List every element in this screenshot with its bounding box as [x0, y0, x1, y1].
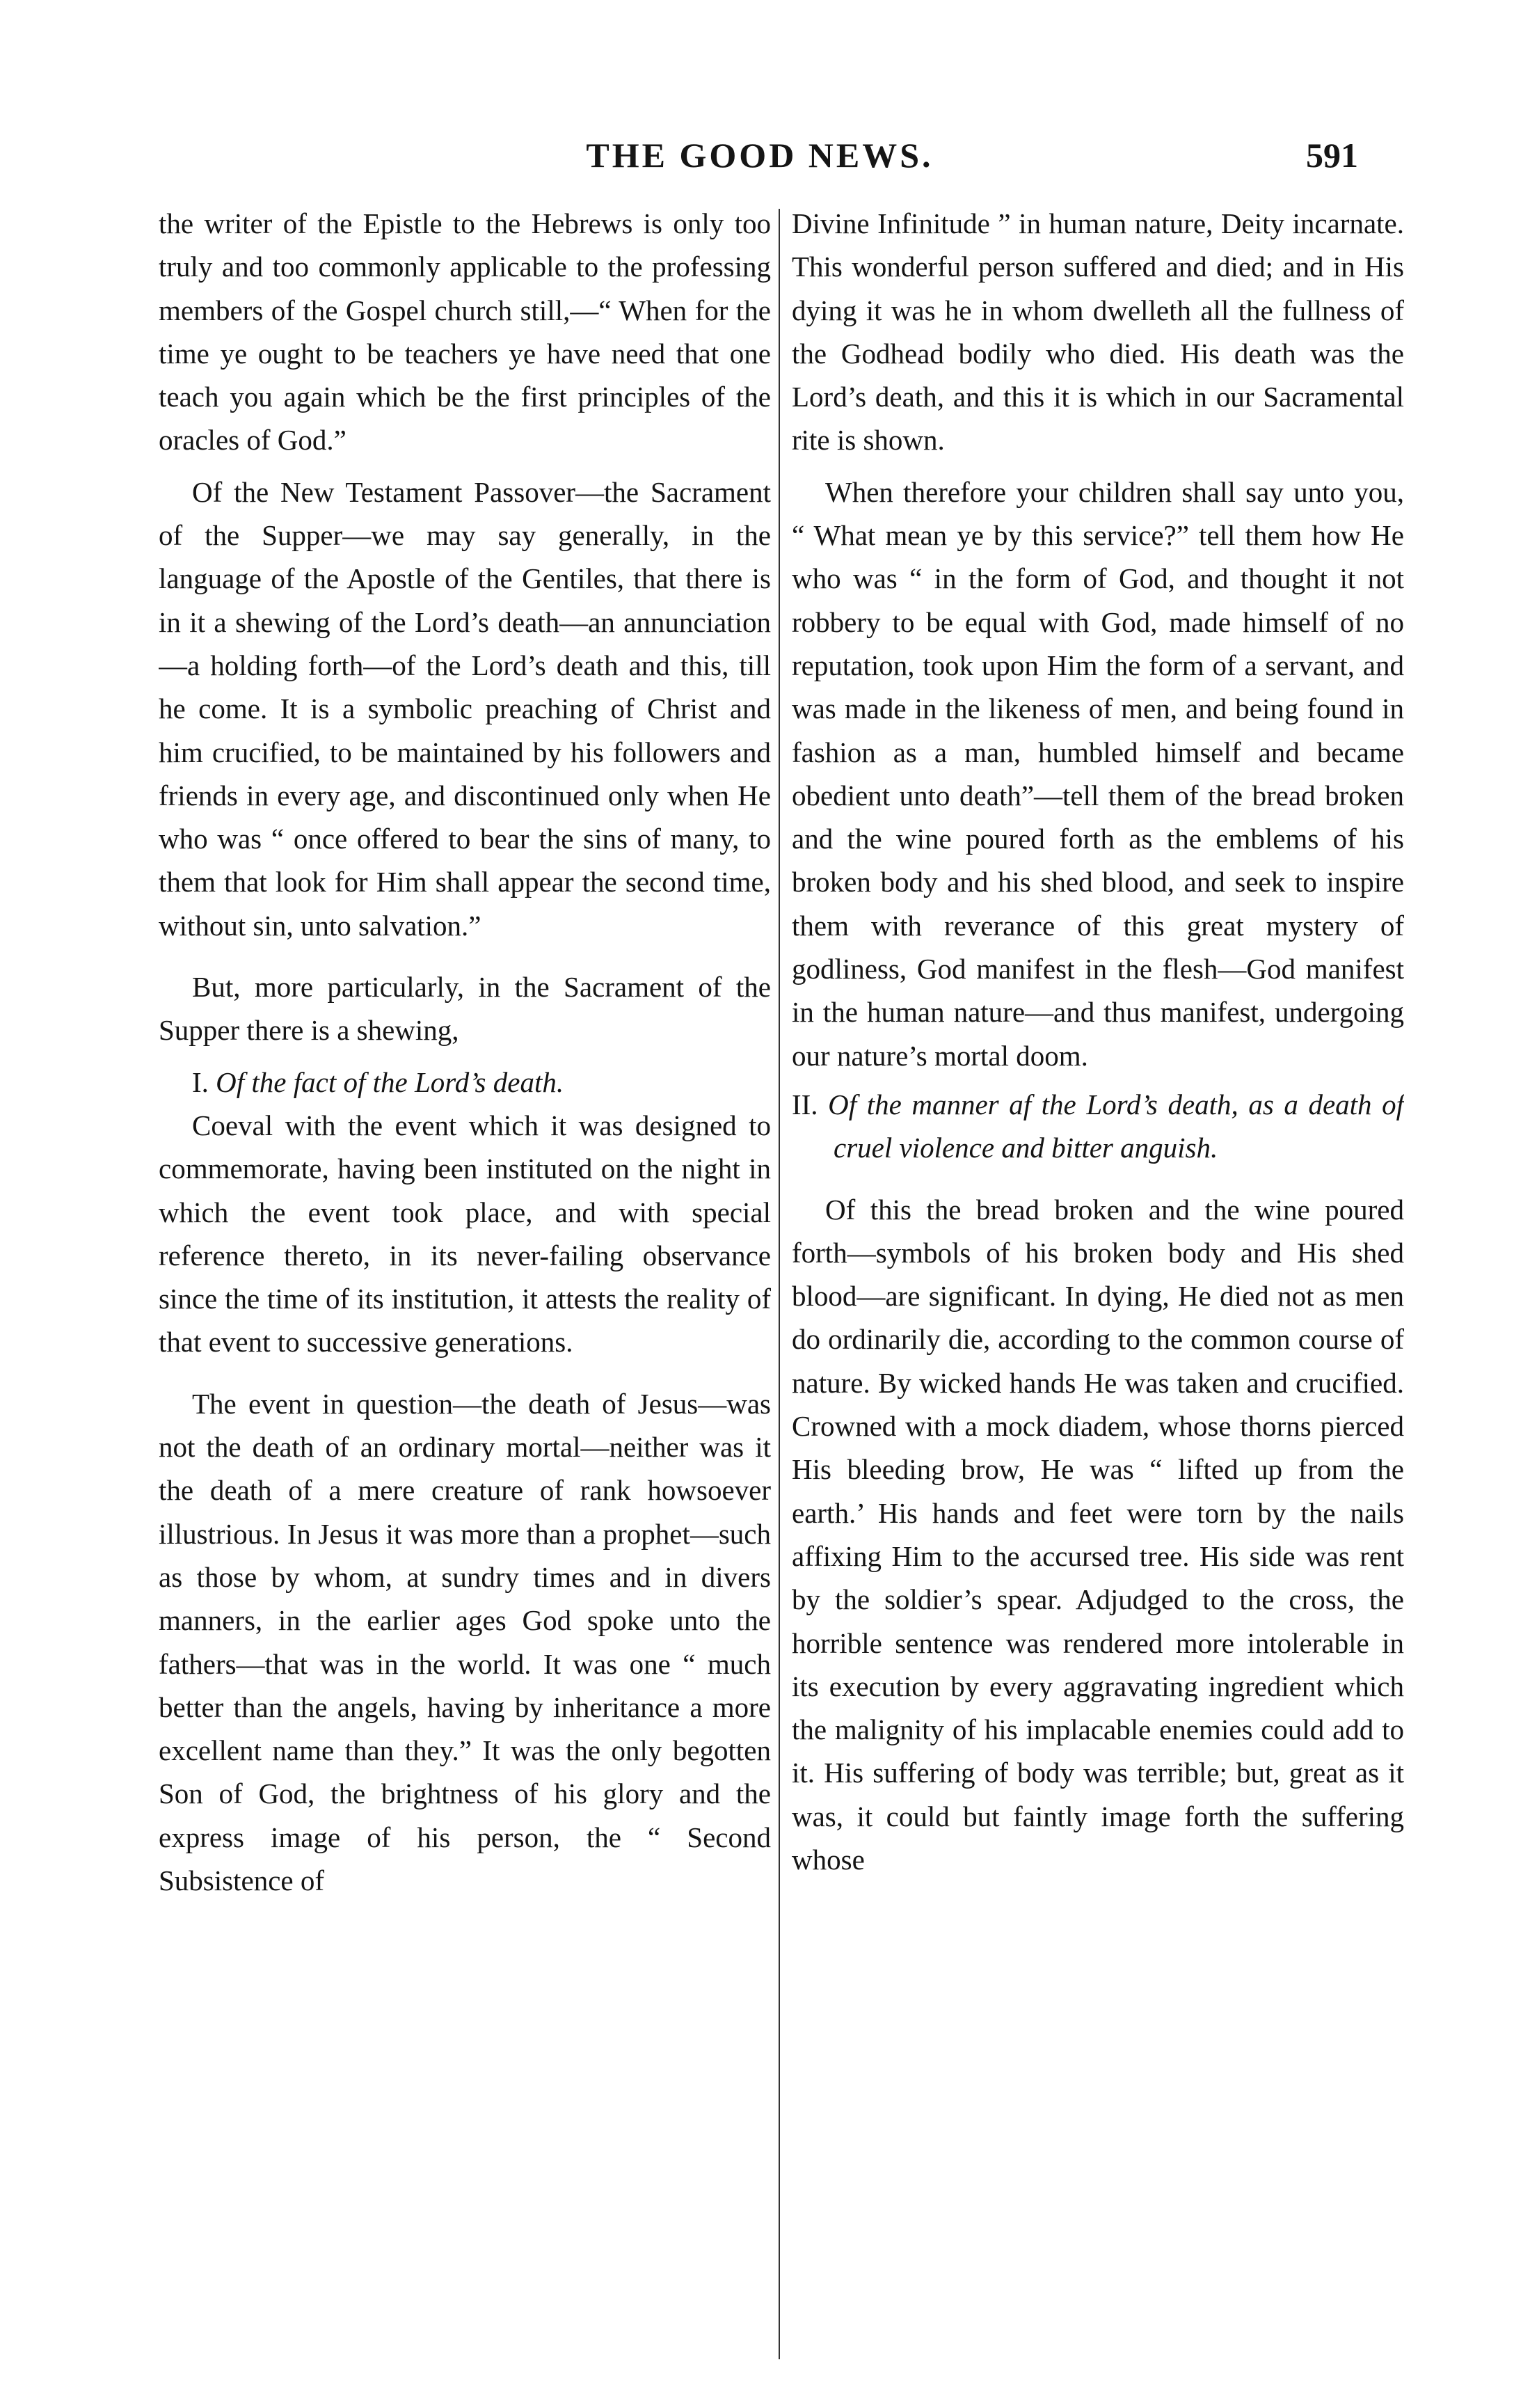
right-column [792, 202, 1404, 2373]
section-number: I. [192, 1066, 209, 1098]
left-column [159, 202, 771, 2373]
column-divider [779, 209, 780, 2359]
section-title: Of the fact of the Lord’s death. [216, 1066, 564, 1098]
paragraph: the writer of the Epistle to the Hebrews is only too truly and too commonly applicable to the professing members of the Gospel church still,—“ When for the time ye ought to be teachers ye have need that one teach you again which be the first principles of the oracles of God.” [159, 207, 771, 457]
paragraph: When therefore your children shall say unto you, “ What mean ye by this service?” tell them how He who was “ in the form of God, and thought it not robbery to be equal with God, made himself of no reputation, took upon Him the form of a servant, and was made in the likeness of men, and being found in fashion as a man, humbled himself and became obedient unto death”—tell them of the bread broken and the wine poured forth as the emblems of his broken body and his shed blood, and seek to inspire them with reverance of this great mystery of godliness, God manifest in the flesh—God manifest in the human nature—and thus manifest, undergoing our nature’s mortal doom. [792, 475, 1404, 1072]
section-heading [792, 1083, 1404, 1170]
paragraph: Of the New Testament Passover—the Sacrament of the Supper—we may say generally, in the language of the Apostle of the Gentiles, that there is in it a shewing of the Lord’s death—an annunciation —a holding forth—of the Lord’s death and this, till he come. It is a symbolic preaching of Christ and him crucified, to be maintained by his followers and friends in every age, and discontinued only when He who was “ once offered to bear the sins of many, to them that look for Him shall appear the second time, without sin, unto salvation.” [159, 475, 771, 942]
running-title: THE GOOD NEWS. [586, 136, 934, 175]
page-header [161, 124, 1358, 187]
paragraph: Of this the bread broken and the wine poured forth—symbols of his broken body and His shed blood—are significant. In dying, He died not as men do ordinarily die, according to the common course of nature. By wicked hands He was taken and crucified. Crowned with a mock diadem, whose thorns pierced His bleeding brow, He was “ lifted up from the earth.’ His hands and feet were torn by the nails affixing Him to the accursed tree. His side was rent by the soldier’s spear. Adjudged to the cross, the horrible sentence was rendered more intolerable in its execution by every aggravating ingredient which the malignity of his implacable enemies could add to it. His suffering of body was terrible; but, great as it was, it could but faintly image forth the suffering whose [792, 1193, 1404, 1876]
section-title: Of the manner af the Lord’s death, as a death of cruel violence and bitter anguish. [828, 1088, 1404, 1164]
paragraph: The event in question—the death of Jesus—was not the death of an ordinary mortal—neither was it the death of a mere creature of rank howsoever illustrious. In Jesus it was more than a prophet—such as those by whom, at sundry times and in divers manners, in the earlier ages God spoke unto the fathers—that was in the world. It was one “ much better than the angels, having by inheritance a more excellent name than they.” It was the only begotten Son of God, the brightness of his glory and the express image of his person, the “ Second Subsistence of [159, 1387, 771, 1896]
paragraph: Divine Infinitude ” in human nature, Deity incarnate. This wonderful person suffered and died; and in His dying it was he in whom dwelleth all the fullness of the Godhead bodily who died. His death was the Lord’s death, and this it is which in our Sacramental rite is shown. [792, 207, 1404, 457]
section-heading [159, 1061, 771, 1104]
section-number: II. [792, 1088, 818, 1120]
paragraph: Coeval with the event which it was designed to commemorate, having been instituted on the night in which the event took place, and with special reference thereto, in its never-failing observance since the time of its institution, it attests the reality of that event to successive generations. [159, 1109, 771, 1359]
page-number: 591 [1306, 136, 1358, 175]
paragraph: But, more particularly, in the Sacrament of the Supper there is a shewing, [159, 971, 771, 1047]
